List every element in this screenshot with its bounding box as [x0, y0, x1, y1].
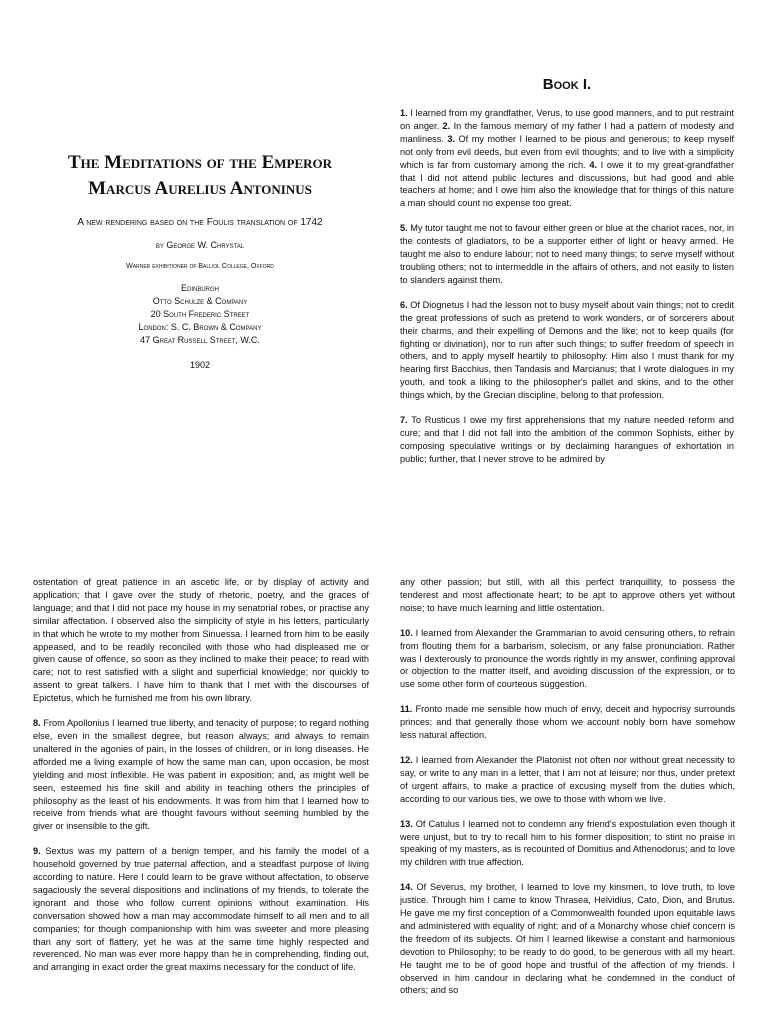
- paragraph-text: Of Severus, my brother, I learned to love my kinsmen, to love truth, to love justice. Through him I came to know Thrasea, Helvidius, Cato, Dion, and Brutus. He gave me my first conception of a Commonwealth founded upon equitable laws and administered with equality of right; and of a Monarchy whose chief concern is the freedom of its subjects. Of him I learned likewise a constant and harmonious devotion to Philosophy; to be ready to do good, to be generous with all my heart. He taught me to be of good hope and trustful of the affection of my friends. I observed in him candour in declaring what he condemned in the conduct of others; and so: [400, 882, 735, 996]
- paragraph-text: I learned from my grandfather, Verus, to use good manners, and to put restraint on anger.: [400, 108, 734, 131]
- title-page: [28, 150, 372, 372]
- publisher-block: [28, 282, 372, 347]
- section-number: 10.: [400, 627, 413, 638]
- section-number: 3.: [447, 133, 456, 144]
- paragraph-text: My tutor taught me not to favour either green or blue at the chariot races, nor, in the contests of gladiators, to be a supporter either of light or heavy armed. He taught me also to endure labour; not to need many things; to serve myself without troubling others; not to intermeddle in the affairs of others, and not easily to listen to slanders against them.: [400, 223, 734, 285]
- text-column-1: [400, 107, 734, 499]
- paragraph: [400, 881, 735, 997]
- text-column-3: [400, 576, 735, 1024]
- paragraph: [400, 299, 734, 402]
- paragraph: [400, 107, 734, 210]
- book-title-line-1: The Meditations of the Emperor: [67, 152, 333, 173]
- section-number: 8.: [33, 718, 41, 729]
- section-number: 12.: [400, 754, 413, 765]
- section-number: 13.: [400, 818, 413, 829]
- paragraph: [400, 754, 735, 806]
- paragraph-text: I owe it to my great-grandfather that I did not attend public lectures and discussions, but had good and able teachers at home; and I owe him also the knowledge that for things of this nature a man should count no expense too great.: [400, 159, 734, 209]
- section-number: 6.: [400, 299, 408, 310]
- book-title-line-2: Marcus Aurelius Antoninus: [88, 178, 312, 199]
- paragraph-text: Fronto made me sensible how much of envy, deceit and hypocrisy surrounds princes; and that generally those whom we account nobly born have somehow less natural affection.: [400, 704, 735, 741]
- paragraph-text: Of my mother I learned to be pious and generous; to keep myself not only from evil deeds, but even from evil thoughts; and to live with a simplicity which is far from customary among the rich.: [400, 133, 734, 170]
- paragraph: [400, 414, 734, 466]
- paragraph-text: Of Diognetus I had the lesson not to busy myself about vain things; not to credit the great professions of such as pretend to work wonders, or of sorcerers about their charms, and their expelling of Demons and the like; not to keep quails (for fighting or divination), nor to run after such things; to suffer freedom of speech in others, and to apply myself heartily to philosophy. Him also I must thank for my hearing first Bacchius, then Tandasis and Marcianus; that I wrote dialogues in my youth, and took a liking to the philosopher's pallet and skins, and to the other things which, by the Grecian discipline, belong to that profession.: [400, 299, 734, 401]
- section-number: 2.: [442, 120, 451, 131]
- section-number: 1.: [400, 108, 408, 118]
- section-number: 14.: [400, 882, 413, 893]
- paragraph: [33, 845, 369, 974]
- paragraph: [400, 703, 735, 742]
- paragraph-text: I learned from Alexander the Grammarian to avoid censuring others, to refrain from flouting them for a barbarism, solecism, or any false pronunciation. Rather was I dexterously to pronounce the words rightly in my answer, confining approval or objection to the matter itself, and avoiding discussion of the expression, or to use some other form of courteous suggestion.: [400, 627, 735, 690]
- publisher-line: London: S. C. Brown & Company: [138, 322, 262, 332]
- paragraph-text: I learned from Alexander the Platonist not often nor without great necessity to say, or write to any man in a letter, that I am not at leisure; nor thus, under pretext of urgent affairs, to make a practice of excusing myself from the duties which, according to our various ties, we owe to those with whom we live.: [400, 754, 735, 804]
- paragraph: [33, 576, 369, 705]
- paragraph-text: ostentation of great patience in an ascetic life, or by display of activity and application; that I gave over the study of rhetoric, poetry, and the graces of language; and that I did not pace my house in my senatorial robes, or practise any similar affectation. I observed also the simplicity of style in his letters, particularly in that which he wrote to my mother from Sinuessa. I learned from him to be easily appeased, and to be readily reconciled with those who had displeased me or given cause of offence, so soon as they inclined to make their peace; to read with care; not to rest satisfied with a slight and superficial knowledge; nor quickly to assent to great talkers. I have him to thank that I met with the discourses of Epictetus, which he furnished me from his own library.: [33, 577, 369, 704]
- paragraph: [400, 627, 735, 692]
- author-credential: Warner exhibitioner of Balliol College, Oxford: [126, 263, 274, 270]
- paragraph-text: To Rusticus I owe my first apprehensions that my nature needed reform and cure; and that I did not fall into the ambition of the common Sophists, either by composing speculative writings or by declaiming harangues of exhortation in public; further, that I never strove to be admired by: [400, 415, 734, 464]
- publication-year: 1902: [189, 360, 211, 370]
- paragraph-text: From Apollonius I learned true liberty, and tenacity of purpose; to regard nothing else, even in the smallest degree, but reason always; and always to remain unaltered in the agonies of pain, in the losses of children, or in long diseases. He afforded me a living example of how the same man can, upon occasion, be most yielding and most inflexible. He was patient in exposition; and, as might well be seen, esteemed his fine skill and ability in teaching others the principles of philosophy as the least of his endowments. It was from him that I learned how to receive from friends what are thought favours without seeming humbled by the giver or insensible to the gift.: [33, 718, 369, 832]
- text-column-2: [33, 576, 369, 1024]
- section-number: 9.: [33, 846, 41, 857]
- paragraph: [400, 576, 735, 615]
- subtitle: A new rendering based on the Foulis translation of 1742: [77, 217, 323, 228]
- paragraph: [400, 818, 735, 870]
- publisher-line: Otto Schulze & Company: [152, 296, 248, 306]
- publisher-line: 47 Great Russell Street, W.C.: [140, 335, 260, 345]
- paragraph-text: In the famous memory of my father I had a pattern of modesty and manliness.: [400, 120, 734, 144]
- book-heading: Book I.: [542, 76, 592, 93]
- author-line: by George W. Chrystal: [155, 240, 245, 250]
- paragraph-text: Sextus was my pattern of a benign temper, and his family the model of a household governed by true paternal affection, and a steadfast purpose of living according to nature. Here I could learn to be grave without affectation, to observe sagaciously the several dispositions and inclinations of my friends, to tolerate the ignorant and those who follow current opinions without examination. His conversation showed how a man may accommodate himself to all men and to all companies; for though companionship with him was sweeter and more pleasing than any sort of flattery, yet he was at the same time highly respected and reverenced. No man was ever more happy than he in comprehending, finding out, and arranging in exact order the great maxims necessary for the conduct of life.: [33, 846, 369, 973]
- section-number: 11.: [400, 704, 413, 715]
- paragraph: [33, 717, 369, 833]
- section-number: 7.: [400, 415, 408, 426]
- publisher-line: Edinburgh: [180, 283, 219, 293]
- paragraph-text: any other passion; but still, with all this perfect tranquillity, to possess the tenderest and most affectionate heart; to be apt to approve others yet without noise; to have much learning and little ostentation.: [400, 577, 735, 613]
- section-number: 4.: [589, 159, 597, 170]
- paragraph-text: Of Catulus I learned not to condemn any friend's expostulation even though it were unjust, but to try to recall him to his former disposition; to stint no praise in speaking of my masters, as is recounted of Domitius and Athenodorus; and to love my children with true affection.: [400, 818, 735, 868]
- paragraph: [400, 222, 734, 287]
- publisher-line: 20 South Frederic Street: [150, 309, 250, 319]
- section-number: 5.: [400, 223, 408, 234]
